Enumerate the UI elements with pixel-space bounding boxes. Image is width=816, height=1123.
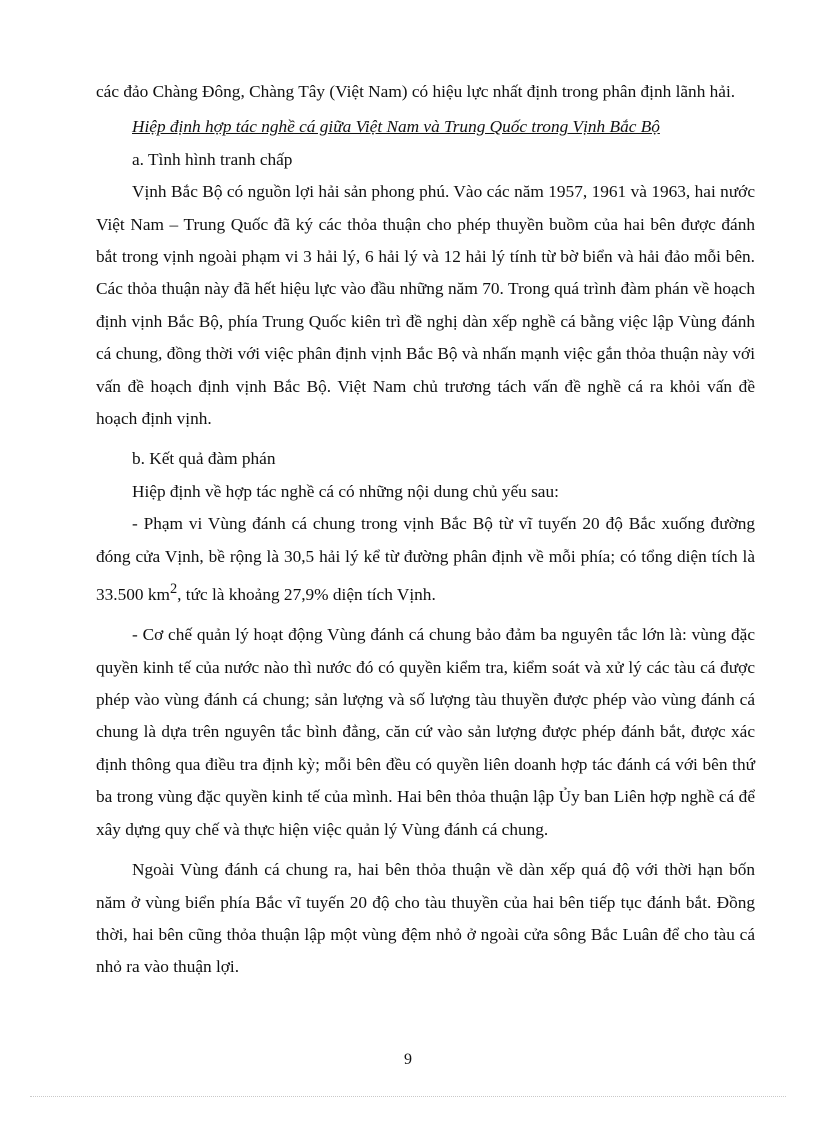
paragraph-transitional-arrangement: Ngoài Vùng đánh cá chung ra, hai bên thỏa thuận về dàn xếp quá độ với thời hạn bốn năm ở vùng biển phía Bắc vĩ tuyến 20 độ cho tàu thuyền của hai bên tiếp tục đánh bắt. Đồng thời, hai bên cũng thỏa thuận lập một vùng đệm nhỏ ở ngoài cửa sông Bắc Luân để cho tàu cá nhỏ ra vào thuận lợi. <box>96 860 755 977</box>
page-number: 9 <box>404 1051 412 1068</box>
section-heading: Hiệp định hợp tác nghề cá giữa Việt Nam và Trung Quốc trong Vịnh Bắc Bộ <box>132 117 660 137</box>
subheading-negotiation-result: b. Kết quả đàm phán <box>132 449 276 469</box>
zone-text-before: - Phạm vi Vùng đánh cá chung trong vịnh Bắc Bộ từ vĩ tuyến 20 độ Bắc xuống đường đóng cửa Vịnh, bề rộng là 30,5 hải lý kể từ đường phân định về mỗi phía; có tổng diện tích là 33.500 km <box>96 514 755 604</box>
page-bottom-border <box>30 1096 786 1097</box>
zone-text-after: , tức là khoảng 27,9% diện tích Vịnh. <box>177 584 436 604</box>
paragraph-dispute-background: Vịnh Bắc Bộ có nguồn lợi hải sản phong phú. Vào các năm 1957, 1961 và 1963, hai nước Việt Nam – Trung Quốc đã ký các thỏa thuận cho phép thuyền buồm của hai bên được đánh bắt trong vịnh ngoài phạm vi 3 hải lý, 6 hải lý và 12 hải lý tính từ bờ biển và hải đảo mỗi bên. Các thỏa thuận này đã hết hiệu lực vào đầu những năm 70. Trong quá trình đàm phán về hoạch định vịnh Bắc Bộ, phía Trung Quốc kiên trì đề nghị dàn xếp nghề cá bằng việc lập Vùng đánh cá chung, đồng thời với việc phân định vịnh Bắc Bộ và nhấn mạnh việc gắn thỏa thuận này với vấn đề hoạch định vịnh Bắc Bộ. Việt Nam chủ trương tách vấn đề nghề cá ra khỏi vấn đề hoạch định vịnh. <box>96 182 755 429</box>
paragraph-agreement-intro: Hiệp định về hợp tác nghề cá có những nội dung chủ yếu sau: <box>132 481 559 501</box>
paragraph-common-fishing-zone <box>96 508 755 611</box>
superscript-2: 2 <box>169 581 178 598</box>
page-content <box>96 76 755 984</box>
paragraph-continuation: các đảo Chàng Đông, Chàng Tây (Việt Nam) có hiệu lực nhất định trong phân định lãnh hải. <box>96 82 736 101</box>
paragraph-management-mechanism: - Cơ chế quản lý hoạt động Vùng đánh cá chung bảo đảm ba nguyên tắc lớn là: vùng đặc quyền kinh tế của nước nào thì nước đó có quyền kiểm tra, kiểm soát và xử lý các tàu cá được phép vào vùng đánh cá chung; sản lượng và số lượng tàu thuyền được phép vào vùng đánh cá chung là dựa trên nguyên tắc bình đẳng, căn cứ vào sản lượng được phép đánh bắt, được xác định thông qua điều tra định kỳ; mỗi bên đều có quyền liên doanh hợp tác đánh cá với bên thứ ba trong vùng đặc quyền kinh tế của mình. Hai bên thỏa thuận lập Ủy ban Liên hợp nghề cá để xây dựng quy chế và thực hiện việc quản lý Vùng đánh cá chung. <box>96 625 755 839</box>
subheading-dispute-situation: a. Tình hình tranh chấp <box>132 149 293 169</box>
